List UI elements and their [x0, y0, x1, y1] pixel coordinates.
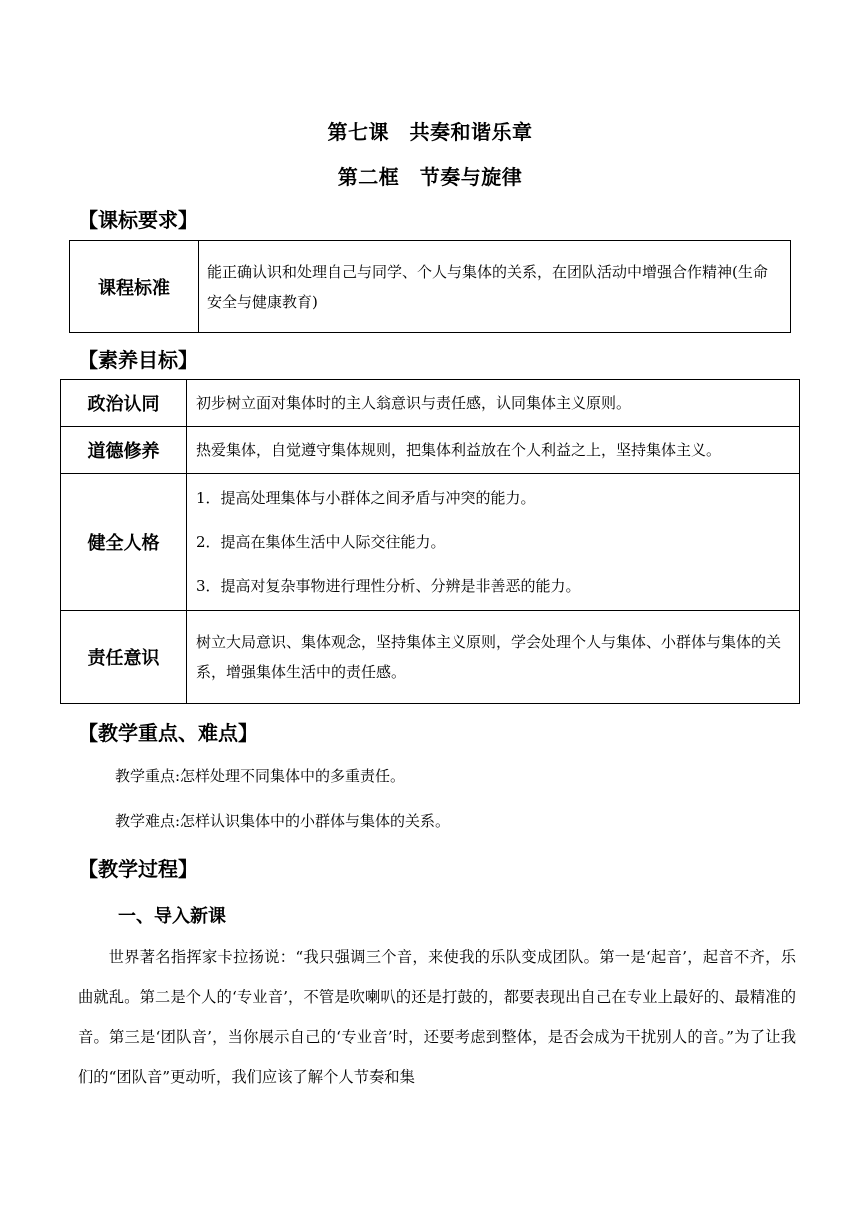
process-heading: 【教学过程】 [78, 857, 198, 881]
teaching-focus: 教学重点:怎样处理不同集体中的多重责任。 [115, 767, 406, 785]
lesson-title: 第七课 共奏和谐乐章 [327, 120, 533, 144]
table-row [61, 474, 800, 611]
row-text: 树立大局意识、集体观念，坚持集体主义原则，学会处理个人与集体、小群体与集体的关系，增强集体生活中的责任感。 [196, 633, 782, 681]
row-label: 道德修养 [61, 427, 187, 474]
row-label: 政治认同 [61, 380, 187, 427]
row-text: 热爱集体，自觉遵守集体规则，把集体利益放在个人利益之上，坚持集体主义。 [196, 441, 722, 459]
literacy-table [60, 379, 800, 704]
row-text: 初步树立面对集体时的主人翁意识与责任感，认同集体主义原则。 [196, 394, 632, 412]
row-content [187, 474, 800, 611]
teaching-difficulty: 教学难点:怎样认识集体中的小群体与集体的关系。 [115, 812, 451, 830]
key-points-heading: 【教学重点、难点】 [78, 721, 258, 745]
table-row [61, 427, 800, 474]
frame-title: 第二框 节奏与旋律 [337, 165, 523, 189]
row-content [187, 380, 800, 427]
curriculum-table [69, 240, 791, 333]
table-row [61, 380, 800, 427]
row-text: 3．提高对复杂事物进行理性分析、分辨是非善恶的能力。 [196, 577, 581, 595]
row-text: 2．提高在集体生活中人际交往能力。 [196, 533, 446, 551]
step1-title: 一、导入新课 [118, 906, 226, 927]
curriculum-label: 课程标准 [70, 241, 199, 333]
step1-paragraph: 世界著名指挥家卡拉扬说：“我只强调三个音，来使我的乐队变成团队。第一是‘起音’，起音不齐，乐曲就乱。第二是个人的‘专业音’，不管是吹喇叭的还是打鼓的，都要表现出自己在专业上最好的、最精准的音。第三是‘团队音’，当你展示自己的‘专业音’时，还要考虑到整体，是否会成为干扰别人的音。”为了让我们的“团队音”更动听，我们应该了解个人节奏和集 [78, 948, 796, 1086]
row-text: 1．提高处理集体与小群体之间矛盾与冲突的能力。 [196, 489, 536, 507]
row-content [187, 427, 800, 474]
literacy-heading: 【素养目标】 [78, 348, 198, 372]
table-row [61, 611, 800, 704]
curriculum-text: 能正确认识和处理自己与同学、个人与集体的关系，在团队活动中增强合作精神(生命安全与健康教育) [199, 241, 791, 333]
row-label: 健全人格 [61, 474, 187, 611]
curriculum-heading: 【课标要求】 [78, 208, 198, 232]
row-content [187, 611, 800, 704]
row-label: 责任意识 [61, 611, 187, 704]
